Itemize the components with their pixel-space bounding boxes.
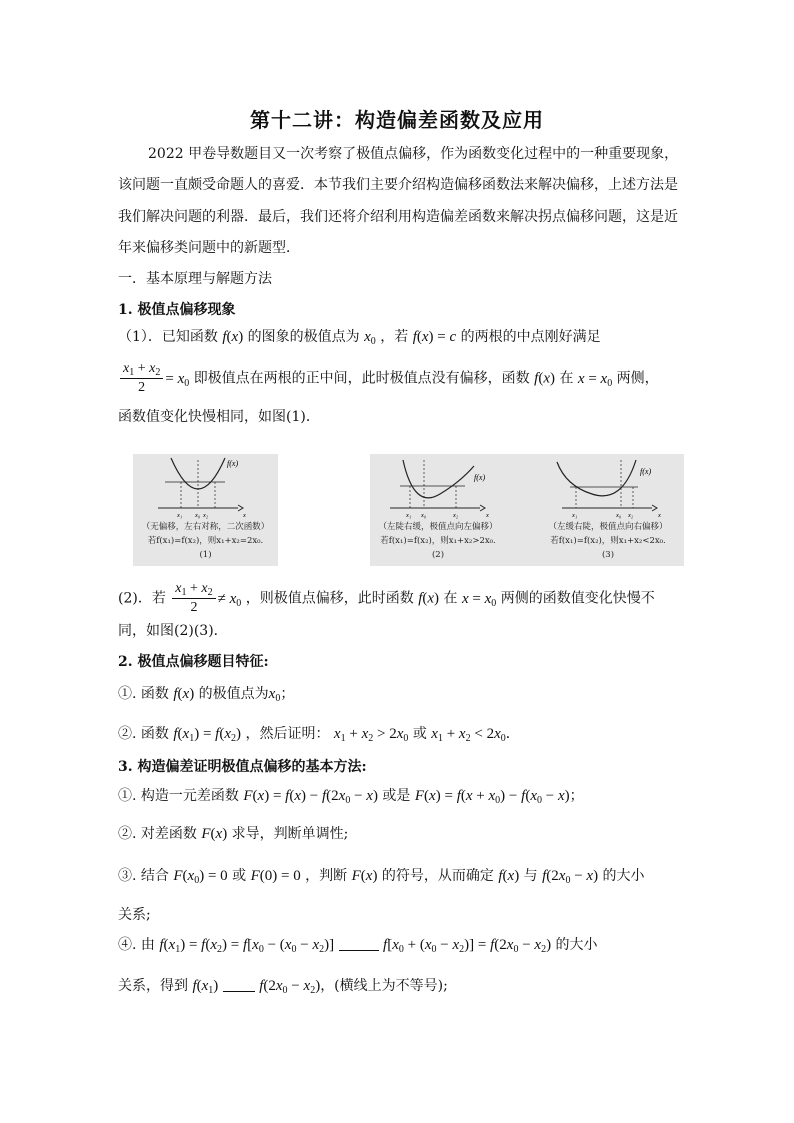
figure-1 (133, 454, 278, 566)
para-1-line-3: 函数值变化快慢相同，如图(1)． (118, 409, 320, 425)
method-4: ④. 由 $f(x_1) = f(x_2) = f[x_0 - (x_0 - x_2)] f[x_0 + (x_0 - x_2)] = f(2x_0 - x_2)$ 的大小 (118, 934, 598, 955)
math-midpoint-fraction-2: $\frac{x_1 + x_2}{2}$ (172, 580, 215, 617)
section-heading: 一．基本原理与解题方法 (118, 271, 272, 287)
svg-text:x₂: x₂ (203, 512, 209, 519)
fig1-caption-2: 若f(x₁)=f(x₂)，则x₁+x₂=2x₀. (147, 536, 264, 546)
svg-text:x₀: x₀ (421, 512, 427, 519)
method-3: ③. 结合 $F(x_0) = 0$ 或 F(0) = 0 ，判断 F(x) 的符号，从而确定 f(x) 与 $f(2x_0 - x)$ 的大小 (118, 868, 645, 886)
fig3-curve (557, 460, 636, 496)
intro-line-3: 我们解决问题的利器．最后，我们还将介绍利用构造偏差函数来解决拐点偏移问题，这是近 (118, 209, 678, 225)
method-4-line-2: 关系，得到 $f(x_1) f(2x_0 - x_2)$，(横线上为不等号); (118, 975, 448, 996)
fig2-number: (2) (431, 550, 445, 560)
math-fx-eq-c: f(x) = c (412, 329, 457, 345)
para-2-line-2: 同，如图(2)(3)． (118, 623, 228, 639)
arrow-x (238, 505, 243, 511)
figure-2-3-panel (370, 454, 684, 566)
page-title: 第十二讲：构造偏差函数及应用 (250, 108, 544, 132)
method-1: ①. 构造一元差函数 $F(x) = f(x) - f(2x_0 - x)$ 或是 $F(x) = f(x + x_0) - f(x_0 - x)$； (118, 788, 584, 806)
para-1-prefix: （1）．已知函数 (118, 329, 218, 345)
para-1-mid3: 的两根的中点刚好满足 (460, 329, 601, 345)
fig1-fx-label: f(x) (227, 459, 239, 468)
method-2: ②. 对差函数 F(x) 求导，判断单调性; (118, 826, 349, 842)
fig3-caption-2: 若f(x₁)=f(x₂)，则x₁+x₂<2x₀. (550, 536, 666, 546)
svg-text:x₁: x₁ (406, 512, 412, 519)
para-1-mid2: ，若 (380, 329, 409, 345)
para-2-line-1: (2)．若 $\frac{x_1 + x_2}{2}$ ≠ $x_0$ ，则极值点偏移，此时函数 f(x) 在 $x = x_0$ 两侧的函数值变化快慢不 (118, 581, 655, 615)
svg-text:x: x (486, 512, 489, 519)
subheading-2: 2. 极值点偏移题目特征: (118, 654, 269, 670)
subheading-3: 3. 构造偏差证明极值点偏移的基本方法: (118, 759, 367, 775)
svg-text:x₁: x₁ (177, 512, 183, 519)
fig1-number: (1) (199, 550, 212, 560)
svg-text:x₂: x₂ (628, 512, 634, 519)
svg-text:x₂: x₂ (453, 512, 459, 519)
para-1-text1: 即极值点在两根的正中间，此时极值点没有偏移，函数 (193, 370, 530, 387)
inequality-blank-2[interactable] (223, 975, 255, 992)
fig3-caption-1: （左缓右陡，极值点向右偏移） (548, 522, 668, 532)
svg-text:x₀: x₀ (616, 512, 622, 519)
svg-text:f(x): f(x) (640, 467, 652, 476)
math-eq-x0: = $x_0$ (165, 370, 190, 389)
inequality-blank-1[interactable] (339, 934, 379, 951)
intro-line-4: 年来偏移类问题中的新题型． (118, 240, 300, 256)
para-1-text3: 两侧， (616, 370, 659, 387)
math-x0: $x_0$ (364, 329, 376, 347)
svg-text:x: x (658, 512, 661, 519)
fig2-caption-2: 若f(x₁)=f(x₂)，则x₁+x₂>2x₀. (380, 536, 496, 546)
svg-text:x₁: x₁ (572, 512, 578, 519)
para-1-text2: 在 (559, 370, 574, 387)
para-1-line-2: $\frac{x_1 + x_2}{2}$ = $x_0$ 即极值点在两根的正中间，此时极值点没有偏移，函数 f(x) 在 $x = x_0$ 两侧， (118, 360, 659, 397)
math-midpoint-fraction: $\frac{x_1 + x_2}{2}$ (120, 360, 163, 397)
para-1-mid1: 的图象的极值点为 (247, 329, 360, 345)
feature-2: ②. 函数 $f(x_1) = f(x_2)$ ，然后证明： $x_1 + x_2 > 2x_0$ 或 $x_1 + x_2 < 2x_0$． (118, 726, 520, 744)
subheading-1: 1. 极值点偏移现象 (118, 302, 236, 318)
para-1-line-1: （1）．已知函数 f(x) 的图象的极值点为 $x_0$ ，若 f(x) = c 的两根的中点刚好满足 (118, 329, 601, 347)
svg-text:f(x): f(x) (474, 473, 486, 482)
fig2-caption-1: （左陡右缓，极值点向左偏移） (378, 522, 498, 532)
method-3-line-2: 关系; (118, 907, 151, 923)
feature-1: ①. 函数 f(x) 的极值点为$x_0$； (118, 686, 295, 704)
fig3-number: (3) (601, 550, 615, 560)
fig1-caption-1: （无偏移，左右对称，二次函数） (141, 522, 270, 532)
svg-text:x₀: x₀ (195, 512, 201, 519)
fig2-curve (403, 460, 474, 498)
intro-line-2: 该问题一直颇受命题人的喜爱．本节我们主要介绍构造偏移函数法来解决偏移，上述方法是 (118, 177, 678, 193)
math-fx: f (222, 329, 227, 345)
intro-line-1: 2022 甲卷导数题目又一次考察了极值点偏移，作为函数变化过程中的一种重要现象， (148, 146, 679, 162)
svg-text:x: x (243, 512, 246, 519)
